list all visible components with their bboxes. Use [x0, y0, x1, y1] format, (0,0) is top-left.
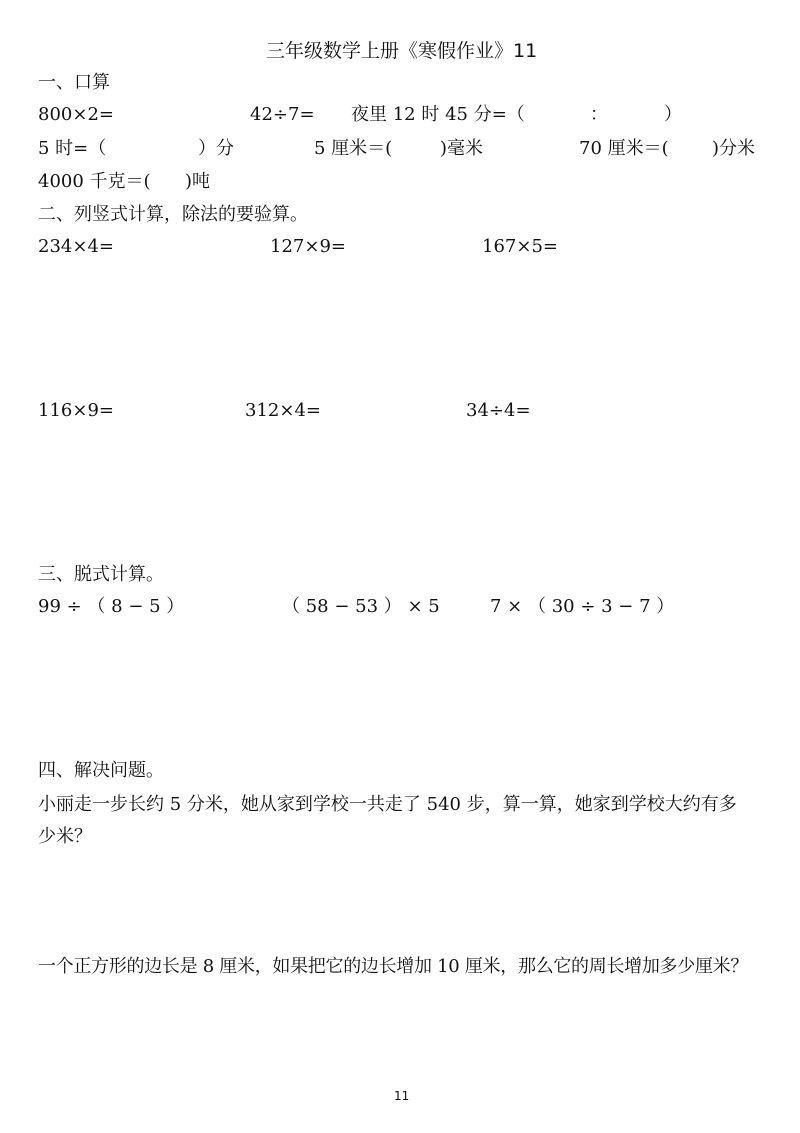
- oral-calc-cm-to-dm: 70 厘米＝(: [579, 138, 669, 159]
- vertical-calc-127x9: 127×9=: [270, 236, 346, 257]
- section-1-heading: 一、口算: [38, 72, 110, 93]
- vertical-calc-34div4: 34÷4=: [466, 400, 531, 421]
- oral-calc-dm-unit: )分米: [712, 138, 756, 159]
- oral-calc-cm-to-mm: 5 厘米＝(: [314, 138, 393, 159]
- vertical-calc-234x4: 234×4=: [38, 236, 114, 257]
- oral-calc-t-unit: )吨: [185, 171, 211, 192]
- word-problem-2: 一个正方形的边长是 8 厘米，如果把它的边长增加 10 厘米，那么它的周长增加多少厘米？: [38, 956, 749, 977]
- worksheet-title: 三年级数学上册《寒假作业》11: [266, 40, 538, 62]
- oral-calc-kg-to-t: 4000 千克＝(: [38, 171, 151, 192]
- step-calc-1: 99 ÷ （ 8 − 5 ）: [38, 596, 185, 617]
- step-calc-2: （ 58 − 53 ） × 5: [282, 596, 440, 617]
- step-calc-3: 7 × （ 30 ÷ 3 − 7 ）: [490, 596, 675, 617]
- word-problem-1-line-2: 少米？: [38, 826, 92, 847]
- time-close-paren: ）: [664, 104, 682, 125]
- section-2-heading: 二、列竖式计算，除法的要验算。: [38, 204, 308, 225]
- time-colon: ：: [590, 104, 608, 125]
- section-3-heading: 三、脱式计算。: [38, 564, 164, 585]
- oral-calc-hours-to-min: 5 时=（: [38, 138, 107, 159]
- oral-calc-night-time: 夜里 12 时 45 分=（: [351, 104, 525, 125]
- oral-calc-mm-unit: )毫米: [440, 138, 484, 159]
- vertical-calc-167x5: 167×5=: [482, 236, 558, 257]
- vertical-calc-116x9: 116×9=: [38, 400, 114, 421]
- section-4-heading: 四、解决问题。: [38, 760, 164, 781]
- oral-calc-min-unit: ）分: [198, 138, 234, 159]
- word-problem-1-line-1: 小丽走一步长约 5 分米，她从家到学校一共走了 540 步，算一算，她家到学校大约有多: [38, 794, 737, 815]
- oral-calc-42div7: 42÷7=: [250, 104, 315, 125]
- vertical-calc-312x4: 312×4=: [245, 400, 321, 421]
- page-number: 11: [394, 1089, 410, 1103]
- oral-calc-800x2: 800×2=: [38, 104, 114, 125]
